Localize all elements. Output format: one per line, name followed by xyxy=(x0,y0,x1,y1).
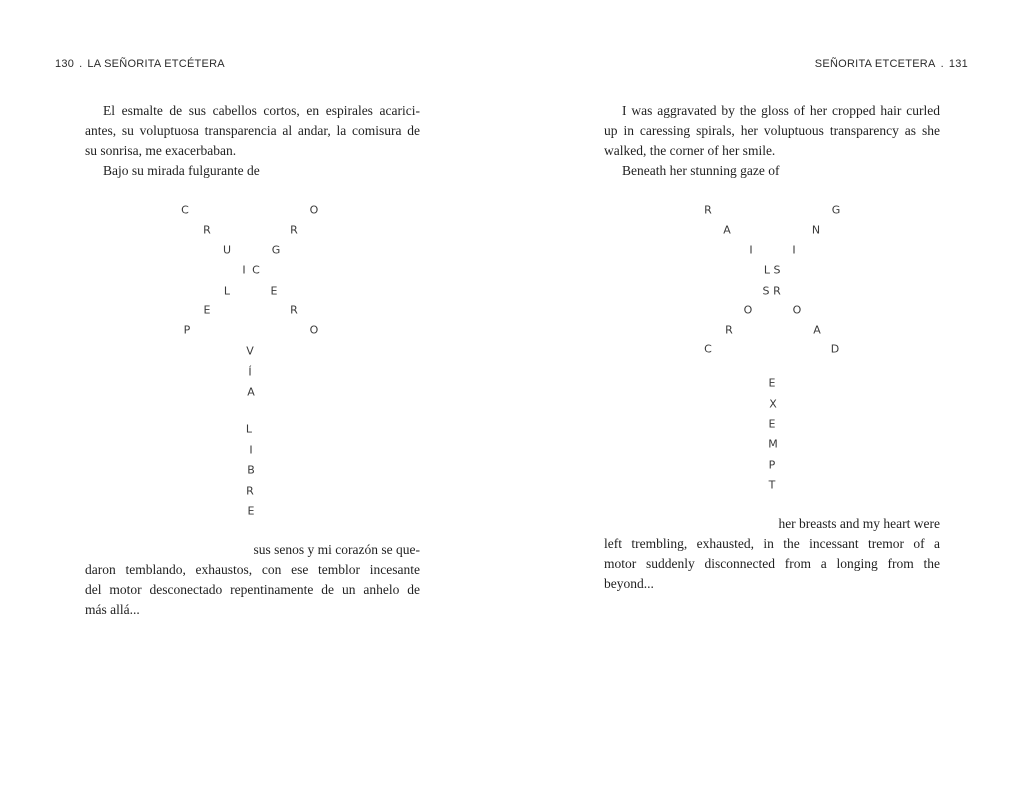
text-line: beyond... xyxy=(604,576,654,591)
calligram-letter: N xyxy=(811,223,821,237)
left-opening-paragraph xyxy=(85,101,420,181)
calligram-letter: R xyxy=(290,223,298,237)
text-line: Bajo su mirada fulgurante de xyxy=(103,163,260,178)
calligram-letter: O xyxy=(309,203,319,217)
text-line: walked, the corner of her smile. xyxy=(604,143,776,158)
right-header-separator-dot: . xyxy=(940,58,944,70)
calligram-letter: D xyxy=(830,342,840,356)
calligram-letter: O xyxy=(792,303,802,317)
calligram-letter: E xyxy=(270,284,278,298)
left-header-separator-dot: . xyxy=(79,58,83,70)
left-running-head xyxy=(55,58,225,70)
calligram-letter: L xyxy=(245,422,253,436)
text-line: Beneath her stunning gaze of xyxy=(622,163,780,178)
calligram-letter: C xyxy=(704,342,712,356)
right-running-title: SEÑORITA ETCETERA xyxy=(814,58,936,70)
calligram-letter: S xyxy=(773,263,781,277)
text-line: daron temblando, exhaustos, con ese temblor incesante xyxy=(85,562,420,577)
text-line: left trembling, exhausted, in the incessant tremor of a xyxy=(604,536,940,551)
calligram-letter: R xyxy=(704,203,712,217)
calligram-letter: R xyxy=(725,323,733,337)
text-line: El esmalte de sus cabellos cortos, en espirales acarici- xyxy=(103,103,420,118)
left-closing-paragraph xyxy=(85,540,420,620)
calligram-letter: A xyxy=(813,323,821,337)
calligram-letter: R xyxy=(246,484,254,498)
calligram-letter: E xyxy=(768,417,776,431)
calligram-letter: R xyxy=(203,223,211,237)
left-running-title: LA SEÑORITA ETCÉTERA xyxy=(87,58,225,70)
calligram-letter: I xyxy=(792,243,796,257)
right-page-number: 131 xyxy=(948,58,968,70)
calligram-letter: S xyxy=(762,284,770,298)
text-line: up in caressing spirals, her voluptuous transparency as she xyxy=(604,123,940,138)
calligram-letter: E xyxy=(203,303,211,317)
calligram-letter: L xyxy=(763,263,771,277)
calligram-letter: I xyxy=(749,243,753,257)
calligram-letter: M xyxy=(768,437,778,451)
text-line: del motor desconectado repentinamente de un anhelo de xyxy=(85,582,420,597)
calligram-letter: I xyxy=(242,263,246,277)
calligram-letter: C xyxy=(252,263,260,277)
text-line: su sonrisa, me exacerbaban. xyxy=(85,143,237,158)
text-line: her breasts and my heart were xyxy=(778,516,940,531)
calligram-letter: X xyxy=(769,397,777,411)
text-line: sus senos y mi corazón se que- xyxy=(253,542,420,557)
calligram-letter: P xyxy=(183,323,191,337)
calligram-letter: A xyxy=(247,385,255,399)
text-line: más allá... xyxy=(85,602,140,617)
calligram-letter: I xyxy=(249,443,253,457)
calligram-letter: V xyxy=(246,344,254,358)
calligram-letter: E xyxy=(768,376,776,390)
calligram-letter: R xyxy=(773,284,781,298)
calligram-letter: G xyxy=(271,243,281,257)
calligram-letter: O xyxy=(743,303,753,317)
calligram-letter: Í xyxy=(248,365,252,379)
calligram-letter: U xyxy=(222,243,232,257)
text-line: motor suddenly disconnected from a longing from the xyxy=(604,556,940,571)
left-page-number: 130 xyxy=(55,58,75,70)
calligram-letter: A xyxy=(723,223,731,237)
calligram-letter: R xyxy=(290,303,298,317)
calligram-letter: G xyxy=(831,203,841,217)
calligram-letter: E xyxy=(247,504,255,518)
right-running-head xyxy=(815,58,968,70)
calligram-letter: O xyxy=(309,323,319,337)
text-line: antes, su voluptuosa transparencia al andar, la comisura de xyxy=(85,123,420,138)
text-line: I was aggravated by the gloss of her cropped hair curled xyxy=(622,103,940,118)
calligram-letter: L xyxy=(223,284,231,298)
calligram-letter: B xyxy=(247,463,255,477)
calligram-letter: P xyxy=(768,458,776,472)
right-opening-paragraph xyxy=(604,101,940,181)
calligram-letter: C xyxy=(181,203,189,217)
right-closing-paragraph xyxy=(604,514,940,594)
calligram-letter: T xyxy=(768,478,776,492)
